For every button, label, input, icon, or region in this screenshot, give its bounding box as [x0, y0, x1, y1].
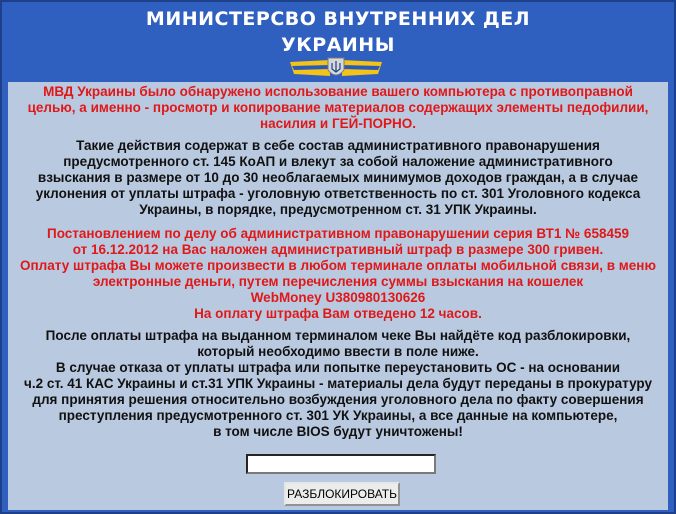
- deadline-text: На оплату штрафа Вам отведено 12 часов.: [194, 306, 482, 321]
- ukraine-police-emblem-icon: [288, 56, 384, 80]
- text-line: от 16.12.2012 на Вас наложен административный штраф в размере 300 гривен.: [72, 242, 604, 257]
- unlock-code-input[interactable]: [246, 454, 436, 474]
- text-line: целью, а именно - просмотр и копирование материалов содержащих элементы педофилии,: [27, 100, 649, 115]
- text-line: Такие действия содержат в себе состав административного правонарушения: [76, 138, 600, 153]
- text-line: взыскания в размере от 10 до 30 необлагаемых минимумов доходов граждан, а в случае: [37, 170, 639, 185]
- text-line: Оплату штрафа Вы можете произвести в любом терминале оплаты мобильной связи, в меню: [20, 258, 656, 273]
- text-line: МВД Украины было обнаружено использование вашего компьютера с противоправной: [43, 84, 633, 99]
- text-line: насилия и ГЕЙ-ПОРНО.: [259, 116, 417, 131]
- text-line: электронные деньги, путем перечисления суммы взыскания на кошелек: [92, 274, 584, 289]
- text-line: в том числе BIOS будут уничтожены!: [213, 424, 463, 439]
- violation-paragraph: [8, 84, 668, 132]
- fine-paragraph: [8, 226, 668, 322]
- text-line: Украины, в порядке, предусмотренном ст. 31 УПК Украины.: [139, 202, 537, 217]
- law-paragraph: [8, 138, 668, 218]
- wallet-number: WebMoney U380980130626: [250, 290, 426, 305]
- message-panel: [8, 82, 668, 510]
- text-line: Постановлением по делу об административном правонарушении серия ВТ1 № 658459: [47, 226, 629, 241]
- text-line: В случае отказа от уплаты штрафа или попытке переустановить ОС - на основании: [55, 360, 621, 375]
- title-line-2: УКРАИНЫ: [281, 34, 395, 56]
- text-line: предусмотренного ст. 145 КоАП и влекут за собой наложение административного: [63, 154, 613, 169]
- text-line: ч.2 ст. 41 КАС Украины и ст.31 УПК Украины - материалы дела будут переданы в прокуратуру: [24, 376, 652, 391]
- header: [2, 2, 674, 84]
- title-line-1: МИНИСТЕРСВО ВНУТРЕННИХ ДЕЛ: [145, 8, 531, 30]
- unlock-instructions-paragraph: [8, 328, 668, 440]
- text-line: который необходимо ввести в поле ниже.: [197, 344, 479, 359]
- unlock-button[interactable]: РАЗБЛОКИРОВАТЬ: [284, 482, 400, 506]
- text-line: для принятия решения относительно возбуждения уголовного дела по факту совершения: [32, 392, 644, 407]
- text-line: преступления предусмотренного ст. 301 УК Украины, а все данные на компьютере,: [58, 408, 618, 423]
- text-line: После оплаты штрафа на выданном терминалом чеке Вы найдёте код разблокировки,: [45, 328, 631, 343]
- text-line: уклонения от уплаты штрафа - уголовную ответственность по ст. 301 Уголовного кодекса: [35, 186, 641, 201]
